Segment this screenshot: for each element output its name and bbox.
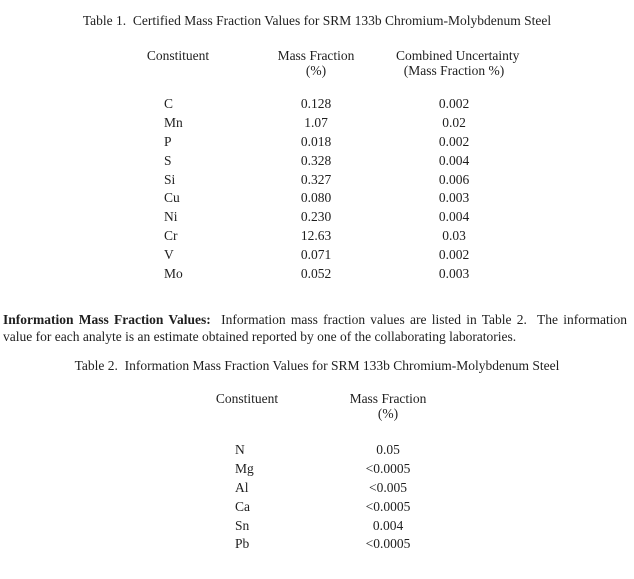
table-row [189,535,456,554]
constituent-cell: P [164,133,172,149]
table-row [120,227,512,246]
table-row [189,498,456,517]
table-row [120,265,512,284]
uncertainty-cell: 0.002 [438,96,470,111]
table1-header-mass-fraction [236,48,396,78]
table-row [120,171,512,190]
table-row [120,189,512,208]
table-row [189,441,456,460]
constituent-cell: Ni [164,209,178,225]
constituent-cell: Ca [235,498,250,514]
constituent-cell: Mg [235,460,254,476]
table-row [189,460,456,479]
table2-rows [189,441,456,554]
mass-fraction-cell: 0.052 [300,266,332,282]
table-row [120,246,512,265]
mass-fraction-cell: 0.018 [300,133,332,149]
mass-fraction-cell: <0.0005 [365,460,411,476]
table-row [120,114,512,133]
column-sublabel: (%) [305,63,327,78]
column-label: Mass Fraction [349,391,427,406]
uncertainty-cell: 0.004 [438,209,470,225]
mass-fraction-cell: <0.0005 [365,536,411,552]
constituent-cell: Mn [164,114,183,130]
constituent-cell: C [164,96,174,111]
mass-fraction-cell: 0.071 [300,247,332,263]
table1 [120,46,520,284]
column-sublabel: (%) [377,406,399,421]
constituent-cell: S [164,152,172,168]
uncertainty-cell: 0.002 [438,133,470,149]
mass-fraction-cell: 0.327 [300,171,332,187]
constituent-cell: Cr [164,228,178,244]
table2-header-constituent [189,391,305,421]
table-row [120,133,512,152]
uncertainty-cell: 0.003 [438,190,470,206]
uncertainty-cell: 0.002 [438,247,470,263]
table-row [120,95,512,114]
uncertainty-cell: 0.03 [442,228,466,244]
info-paragraph-lead: Information Mass Fraction Values: [3,312,211,327]
constituent-cell: Cu [164,190,180,206]
table1-rows [120,95,512,284]
constituent-cell: Al [235,479,249,495]
column-label: Constituent [146,48,210,63]
table2 [189,389,456,554]
table-row [189,517,456,536]
mass-fraction-cell: 0.080 [300,190,332,206]
mass-fraction-cell: 0.004 [372,517,404,533]
uncertainty-cell: 0.004 [438,152,470,168]
constituent-cell: Pb [235,536,250,552]
mass-fraction-cell: 0.230 [300,209,332,225]
column-label: Combined Uncertainty [396,48,520,63]
mass-fraction-cell: 0.128 [300,96,332,111]
table1-header-constituent [120,48,236,78]
mass-fraction-cell: <0.0005 [365,498,411,514]
table1-header-uncertainty [396,48,520,78]
table2-header [189,389,456,421]
info-paragraph-body: Information mass fraction values are listed in Table 2. The information value for each analyte is an estimate obtained reported by one of the collaborating laboratories. [3,312,628,344]
uncertainty-cell: 0.02 [442,114,466,130]
table-row [189,479,456,498]
mass-fraction-cell: 1.07 [304,114,328,130]
uncertainty-cell: 0.003 [438,266,470,282]
mass-fraction-cell: 0.05 [376,442,400,457]
column-sublabel: (Mass Fraction %) [403,63,505,78]
column-label: Mass Fraction [277,48,355,63]
info-paragraph [3,312,627,345]
constituent-cell: Sn [235,517,250,533]
mass-fraction-cell: 0.328 [300,152,332,168]
constituent-cell: Si [164,171,176,187]
table-row [120,208,512,227]
uncertainty-cell: 0.006 [438,171,470,187]
table1-header [120,46,520,78]
table-row [120,152,512,171]
table1-title: Table 1. Certified Mass Fraction Values for SRM 133b Chromium-Molybdenum Steel [82,13,552,28]
table2-title: Table 2. Information Mass Fraction Values for SRM 133b Chromium-Molybdenum Steel [74,358,560,373]
mass-fraction-cell: <0.005 [369,479,407,495]
mass-fraction-cell: 12.63 [300,228,332,244]
table2-header-mass-fraction [320,391,456,421]
constituent-cell: Mo [164,266,183,282]
column-label: Constituent [215,391,279,406]
constituent-cell: V [164,247,174,263]
constituent-cell: N [235,442,245,457]
